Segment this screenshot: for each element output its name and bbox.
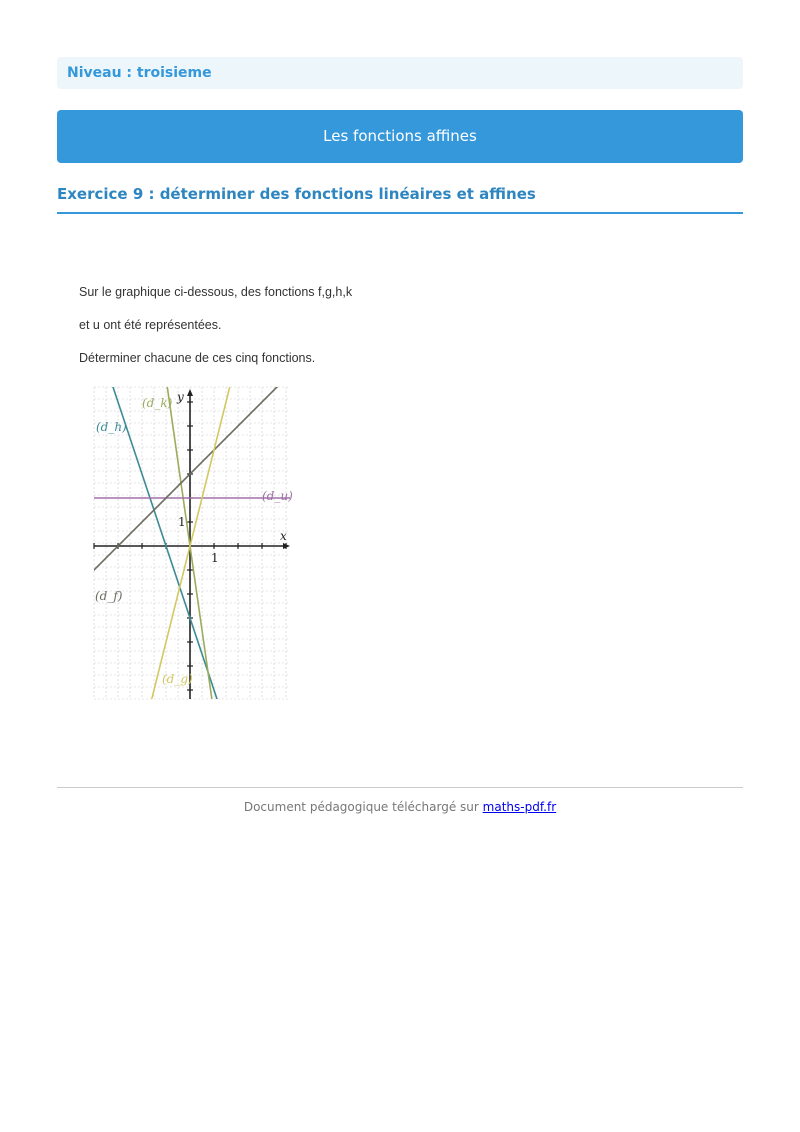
chapter-title-banner [57,110,743,163]
chapter-title: Les fonctions affines [323,127,477,145]
axes [94,389,290,699]
footer-text: Document pédagogique téléchargé sur [243,800,479,814]
footer [57,800,743,814]
function-graph [92,385,292,704]
line-label: (d_h) [96,420,127,434]
level-label: Niveau : troisieme [67,65,212,81]
footer-divider [57,787,743,788]
graph-labels [95,390,292,686]
line-label: (d_u) [262,489,292,503]
statement-line: et u ont été représentées. [79,318,222,332]
graph-canvas [92,385,292,700]
y-unit-label: 1 [178,515,186,529]
statement-line: Sur le graphique ci-dessous, des fonctions f,g,h,k [79,285,353,299]
y-axis-label: y [177,390,184,404]
line-label: (d_g) [162,672,193,686]
source-link[interactable]: maths-pdf.fr [482,800,557,814]
x-unit-label: 1 [211,551,219,565]
level-box [57,57,743,89]
exercise-title: Exercice 9 : déterminer des fonctions linéaires et affines [57,185,743,214]
statement-line: Déterminer chacune de ces cinq fonctions. [79,351,316,365]
line-label: (d_f) [95,589,123,603]
line-label: (d_k) [142,396,173,410]
y-axis-arrow [187,389,193,396]
x-axis-label: x [280,529,287,543]
exercise-statement [79,284,352,383]
